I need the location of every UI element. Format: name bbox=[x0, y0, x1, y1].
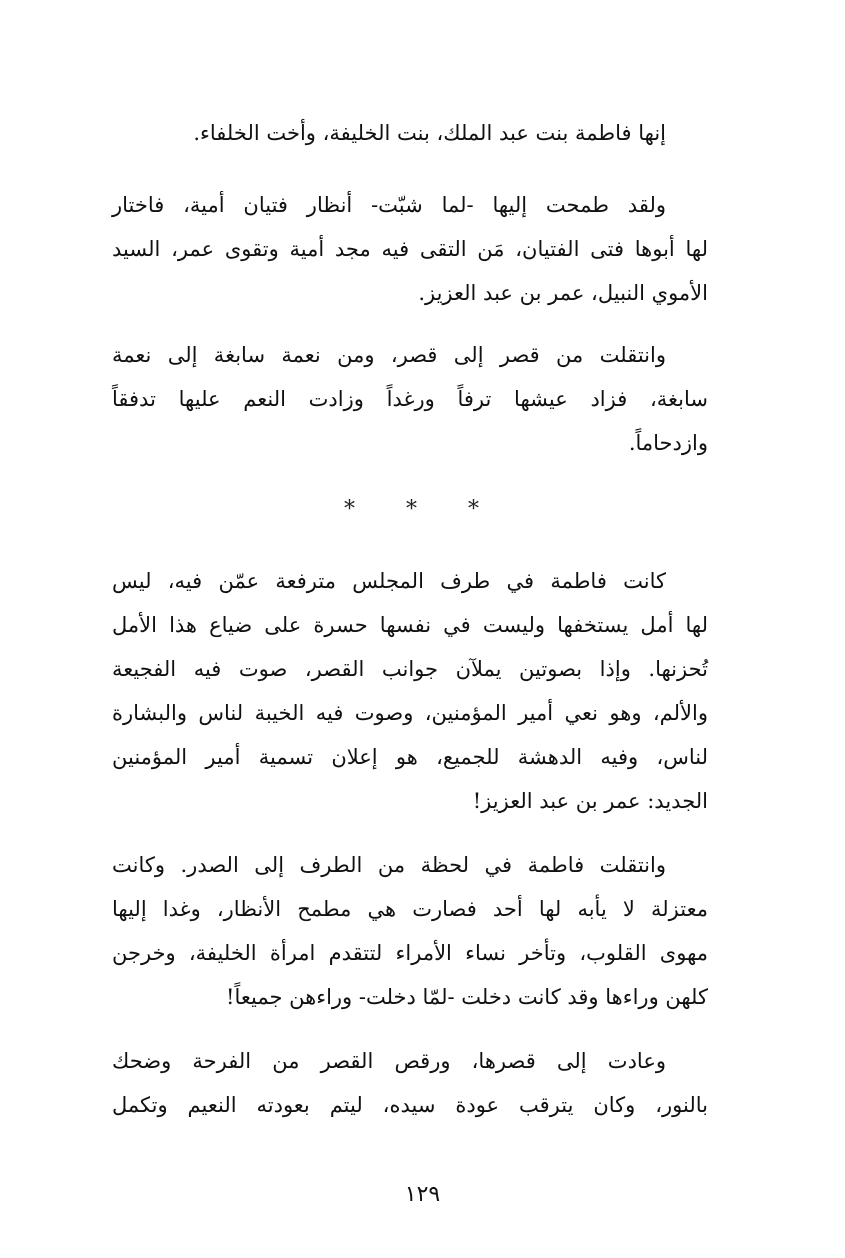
text-line: إنها فاطمة بنت عبد الملك، بنت الخليفة، وأخت الخلفاء. bbox=[193, 121, 666, 145]
text-line: وعادت إلى قصرها، ورقص القصر من الفرحة وضحك bbox=[112, 1049, 666, 1073]
text-line: لها أمل يستخفها وليست في نفسها حسرة على ضياع هذا الأمل bbox=[112, 613, 708, 637]
text-line: وانتقلت من قصر إلى قصر، ومن نعمة سابغة إلى نعمة bbox=[112, 343, 666, 367]
text-line: سابغة، فزاد عيشها ترفاً ورغداً وزادت النعم عليها تدفقاً bbox=[112, 387, 708, 411]
text-line: ولقد طمحت إليها -لما شبّت- أنظار فتيان أمية، فاختار bbox=[112, 193, 666, 217]
text-line: والألم، وهو نعي أمير المؤمنين، وصوت فيه الخيبة لناس والبشارة bbox=[112, 701, 708, 725]
text-line: بالنور، وكان يترقب عودة سيده، ليتم بعودته النعيم وتكمل bbox=[112, 1093, 708, 1117]
text-line: معتزلة لا يأبه لها أحد فصارت هي مطمح الأنظار، وغدا إليها bbox=[112, 897, 708, 921]
section-separator: * * * bbox=[344, 497, 501, 522]
text-line: الأموي النبيل، عمر بن عبد العزيز. bbox=[418, 281, 708, 305]
page-number: ١٢٩ bbox=[404, 1182, 441, 1207]
text-line: لناس، وفيه الدهشة للجميع، هو إعلان تسمية أمير المؤمنين bbox=[112, 745, 708, 769]
text-line: تُحزنها. وإذا بصوتين يملآن جوانب القصر، صوت فيه الفجيعة bbox=[112, 657, 708, 681]
text-line: مهوى القلوب، وتأخر نساء الأمراء لتتقدم امرأة الخليفة، وخرجن bbox=[112, 941, 708, 965]
text-line: لها أبوها فتى الفتيان، مَن التقى فيه مجد أمية وتقوى عمر، السيد bbox=[112, 237, 708, 261]
text-line: وازدحاماً. bbox=[628, 431, 708, 455]
text-line: كلهن وراءها وقد كانت دخلت -لمّا دخلت- وراءهن جميعاً! bbox=[226, 985, 708, 1009]
text-line: كانت فاطمة في طرف المجلس مترفعة عمّن فيه، ليس bbox=[112, 569, 666, 593]
text-line: وانتقلت فاطمة في لحظة من الطرف إلى الصدر. وكانت bbox=[112, 853, 666, 877]
text-line: الجديد: عمر بن عبد العزيز! bbox=[472, 789, 708, 813]
